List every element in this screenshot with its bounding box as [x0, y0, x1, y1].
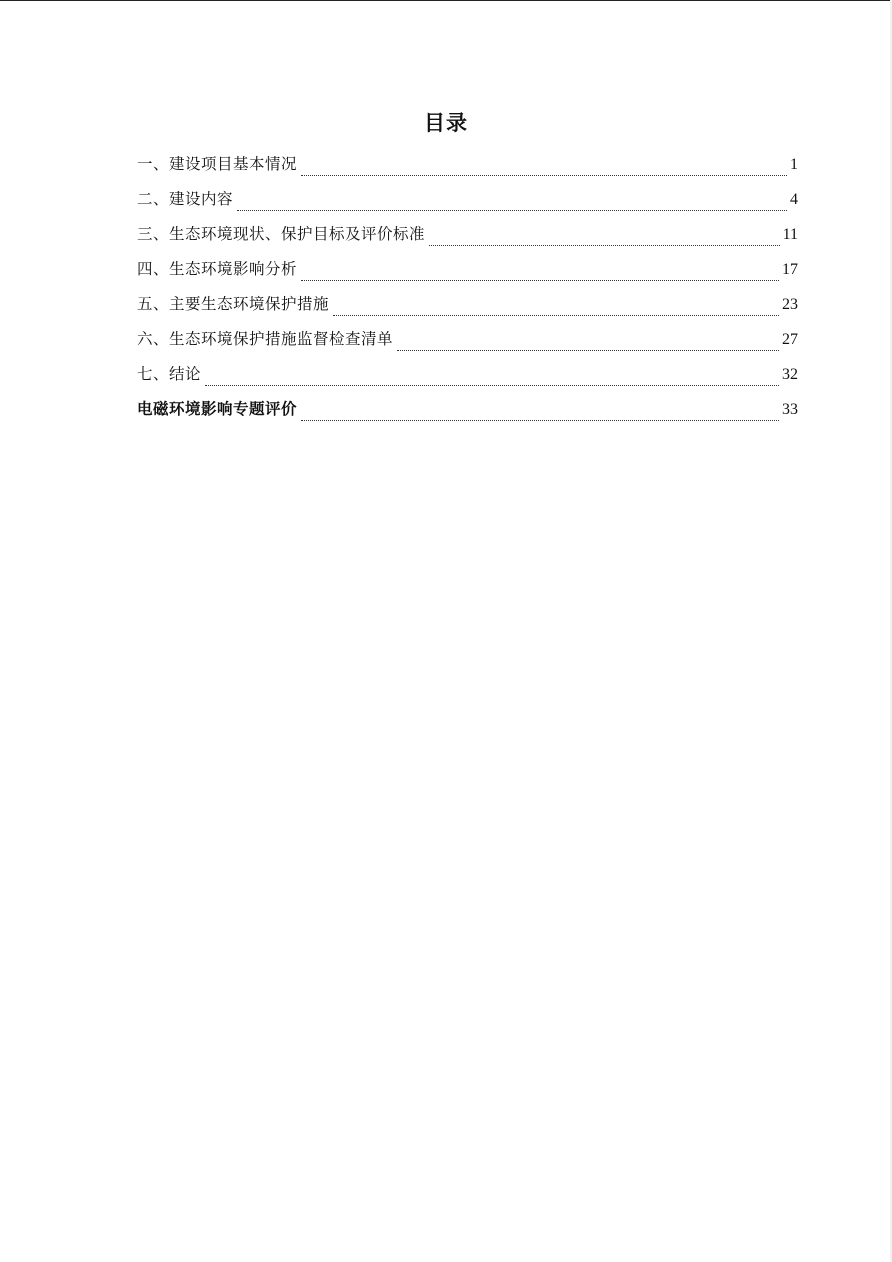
- toc-entry-label: 电磁环境影响专题评价: [137, 400, 298, 418]
- toc-dot-leader: [237, 209, 787, 211]
- toc-entry-conclusion[interactable]: [137, 362, 798, 397]
- toc-entry-label: 一、建设项目基本情况: [137, 155, 298, 173]
- toc-entry-label: 四、生态环境影响分析: [137, 260, 298, 278]
- toc-dot-leader: [397, 349, 779, 351]
- toc-entry-protection-measures[interactable]: [137, 292, 798, 327]
- toc-entry-label: 六、生态环境保护措施监督检查清单: [137, 330, 394, 348]
- toc-entry-page: 1: [790, 156, 798, 173]
- toc-entry-page: 4: [790, 191, 798, 208]
- toc-entry-page: 23: [782, 296, 798, 313]
- toc-entry-label: 二、建设内容: [137, 190, 234, 208]
- toc-entry-page: 32: [782, 366, 798, 383]
- toc-entry-construction-content[interactable]: [137, 187, 798, 222]
- toc-entry-supervision-checklist[interactable]: [137, 327, 798, 362]
- toc-entry-impact-analysis[interactable]: [137, 257, 798, 292]
- toc-dot-leader: [301, 174, 787, 176]
- toc-entry-label: 三、生态环境现状、保护目标及评价标准: [137, 225, 426, 243]
- toc-entry-electromagnetic-evaluation[interactable]: [137, 397, 798, 432]
- toc-dot-leader: [429, 244, 780, 246]
- toc-dot-leader: [205, 384, 779, 386]
- toc-dot-leader: [301, 279, 779, 281]
- page-top-border: [0, 0, 892, 1]
- toc-entry-ecological-status[interactable]: [137, 222, 798, 257]
- toc-entry-basic-info[interactable]: [137, 152, 798, 187]
- toc-dot-leader: [301, 419, 779, 421]
- toc-entry-page: 27: [782, 331, 798, 348]
- toc-entry-label: 七、结论: [137, 365, 202, 383]
- toc-entry-label: 五、主要生态环境保护措施: [137, 295, 330, 313]
- toc-title: 目录: [424, 111, 468, 135]
- toc-dot-leader: [333, 314, 779, 316]
- toc-list: [137, 152, 798, 432]
- toc-entry-page: 33: [782, 401, 798, 418]
- toc-entry-page: 11: [782, 226, 798, 243]
- toc-entry-page: 17: [782, 261, 798, 278]
